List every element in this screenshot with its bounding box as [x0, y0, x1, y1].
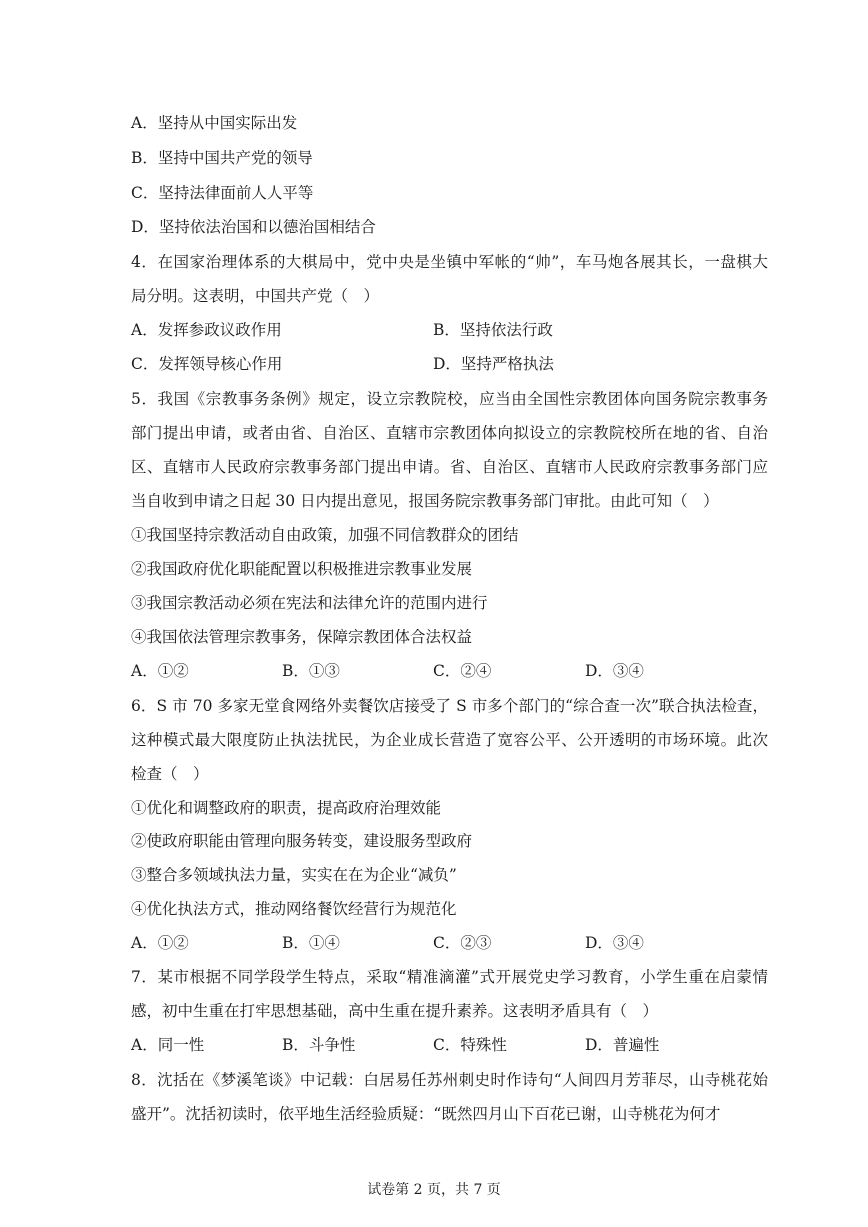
- q5-stem-line1: 5．我国《宗教事务条例》规定，设立宗教院校，应当由全国性宗教团体向国务院宗教事务: [131, 390, 768, 408]
- q5-statement-2: ②我国政府优化职能配置以积极推进宗教事业发展: [131, 560, 473, 578]
- q4-option-a: A．发挥参政议政作用: [131, 321, 282, 339]
- q7-stem-line2: 感，初中生重在打牢思想基础，高中生重在提升素养。这表明矛盾具有（ ）: [131, 1002, 659, 1020]
- q4-stem-line1: 4．在国家治理体系的大棋局中，党中央是坐镇中军帐的“帅”，车马炮各展其长，一盘棋大: [131, 253, 768, 271]
- q3-option-c: C．坚持法律面前人人平等: [131, 184, 314, 202]
- q3-option-a: A．坚持从中国实际出发: [131, 114, 298, 132]
- q6-statement-2: ②使政府职能由管理向服务转变，建设服务型政府: [131, 832, 473, 850]
- q5-statement-3: ③我国宗教活动必须在宪法和法律允许的范围内进行: [131, 594, 488, 612]
- q5-option-d: D．③④: [585, 662, 644, 680]
- q8-stem-line1: 8．沈括在《梦溪笔谈》中记载：白居易任苏州刺史时作诗句“人间四月芳菲尽，山寺桃花始: [131, 1071, 768, 1089]
- q6-stem-line1: 6．S 市 70 多家无堂食网络外卖餐饮店接受了 S 市多个部门的“综合查一次”联合执法检查，: [131, 697, 768, 715]
- q5-stem-line2: 部门提出申请，或者由省、自治区、直辖市宗教团体向拟设立的宗教院校所在地的省、自治: [131, 424, 768, 442]
- q3-option-b: B．坚持中国共产党的领导: [131, 149, 313, 167]
- q8-stem-line2: 盛开”。沈括初读时，依平地生活经验质疑：“既然四月山下百花已谢，山寺桃花为何才: [131, 1105, 721, 1123]
- page-footer: 试卷第 2 页，共 7 页: [367, 1182, 501, 1198]
- q5-statement-1: ①我国坚持宗教活动自由政策，加强不同信教群众的团结: [131, 526, 519, 544]
- q4-stem-line2: 局分明。这表明，中国共产党（ ）: [131, 287, 380, 305]
- q7-stem-line1: 7．某市根据不同学段学生特点，采取“精准滴灌”式开展党史学习教育，小学生重在启蒙情: [131, 968, 768, 986]
- q6-option-a: A．①②: [131, 934, 189, 952]
- q5-stem-line3: 区、直辖市人民政府宗教事务部门提出申请。省、自治区、直辖市人民政府宗教事务部门应: [131, 458, 768, 476]
- q6-statement-1: ①优化和调整政府的职责，提高政府治理效能: [131, 799, 442, 817]
- q6-stem-line3: 检查（ ）: [131, 765, 209, 783]
- q7-option-c: C．特殊性: [433, 1036, 507, 1054]
- q6-option-d: D．③④: [585, 934, 644, 952]
- q7-option-a: A．同一性: [131, 1036, 205, 1054]
- q5-option-a: A．①②: [131, 662, 189, 680]
- q6-statement-4: ④优化执法方式，推动网络餐饮经营行为规范化: [131, 900, 457, 918]
- q6-option-b: B．①④: [282, 934, 340, 952]
- q5-stem-line4: 当自收到申请之日起 30 日内提出意见，报国务院宗教事务部门审批。由此可知（ ）: [131, 492, 719, 510]
- q7-option-d: D．普遍性: [585, 1036, 660, 1054]
- q6-statement-3: ③整合多领域执法力量，实实在在为企业“减负”: [131, 866, 457, 884]
- q6-stem-line2: 这种模式最大限度防止执法扰民，为企业成长营造了宽容公平、公开透明的市场环境。此次: [131, 731, 768, 749]
- q5-option-b: B．①③: [282, 662, 340, 680]
- q4-option-d: D．坚持严格执法: [433, 355, 554, 373]
- q5-statement-4: ④我国依法管理宗教事务，保障宗教团体合法权益: [131, 628, 473, 646]
- q4-option-b: B．坚持依法行政: [433, 321, 553, 339]
- q5-option-c: C．②④: [433, 662, 492, 680]
- q3-option-d: D．坚持依法治国和以德治国相结合: [131, 218, 376, 236]
- q4-option-c: C．发挥领导核心作用: [131, 355, 283, 373]
- q7-option-b: B．斗争性: [282, 1036, 356, 1054]
- q6-option-c: C．②③: [433, 934, 492, 952]
